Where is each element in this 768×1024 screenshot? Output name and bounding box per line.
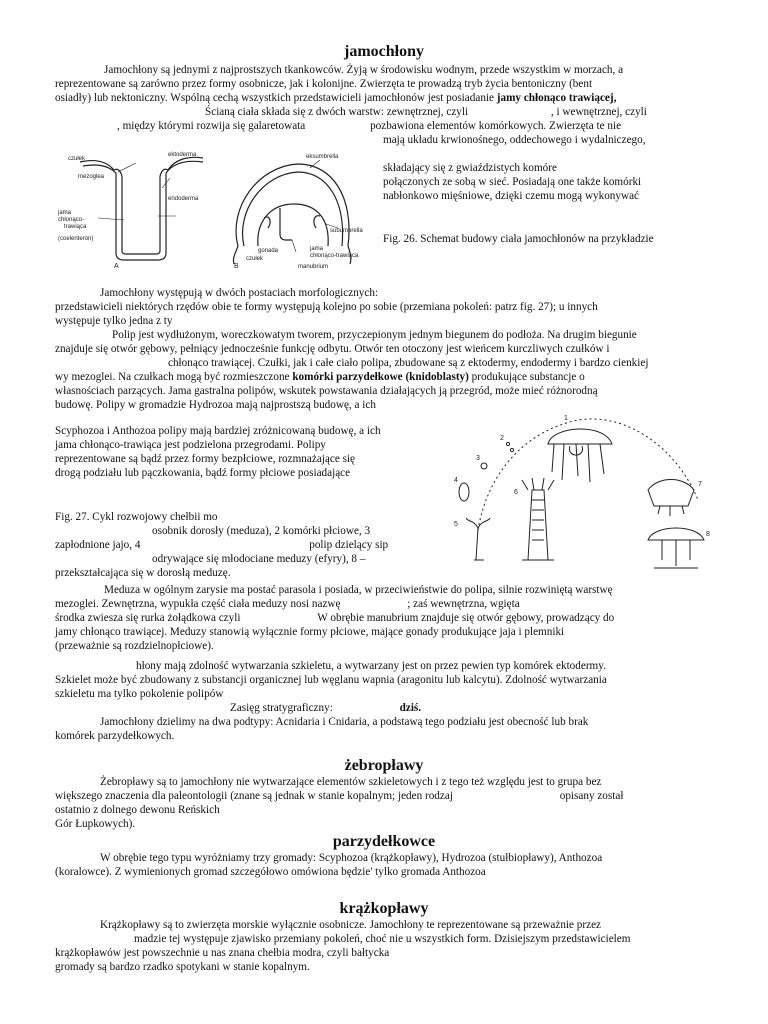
para8-text-2: większego znaczenia dla paleontologii (znane są jednak w stanie kopalnym; jeden rodzaj: [55, 790, 453, 802]
para10-text-3: krążkopławów jest powszechnie u nas znana chełbia modra, czyli bałtycka: [55, 947, 390, 959]
heading-parzydelkowce: [0, 833, 768, 851]
planula-icon: [459, 483, 469, 501]
fig26-caption-text: Fig. 26. Schemat budowy ciała jamochłonów na przykładzie: [383, 233, 654, 245]
heading-krazkoplawy: [0, 900, 768, 918]
para5-text-2: mezoglei. Zewnętrzna, wypukła część ciała meduzy nosi nazwę: [55, 598, 341, 610]
para5-text-4: środka zwiesza się rurka żołądkowa czyli: [55, 612, 241, 624]
para8-line4: [55, 817, 714, 831]
para3-line4: [55, 370, 714, 384]
para1-text-2: reprezentowane są zarówno przez formy osobnicze, jak i kolonijne. Zwierzęta te prowadzą tryb życia bentoniczny (bent: [55, 78, 593, 90]
para1-text-4: Ścianą ciała składa się z dwóch warstw: zewnętrznej, czyli: [205, 106, 469, 118]
para5-line1: [104, 583, 714, 597]
fig27-num-3: 3: [476, 455, 480, 462]
fig27-num-6: 6: [514, 489, 518, 496]
fig26-label-czulek-a: czułek: [68, 156, 86, 162]
stratigraphy-label: Zasięg stratygraficzny:: [230, 702, 333, 714]
para3-text-4: wy mezoglei. Na czułkach mogą być rozmieszczone: [55, 371, 290, 383]
stratigraphy-value: dziś.: [399, 702, 422, 714]
para1-text-3: osiadły) lub nektoniczny. Wspólną cechą wszystkich przedstawicieli jamochłonów jest posiadanie: [55, 92, 494, 104]
para4-text-1: Scyphozoa i Anthozoa polipy mają bardziej zróżnicowaną budowę, a ich: [55, 425, 381, 437]
para1-text-5: , i wewnętrznej, czyli: [550, 106, 647, 118]
para3-line2: [55, 342, 714, 356]
zygote-icon: [481, 463, 487, 469]
para8-text-5: Gór Łupkowych).: [55, 818, 136, 830]
para4-text-3: reprezentowane są bądź przez formy bezpłciowe, rozmnażające się: [55, 453, 356, 465]
para5-line3: [55, 611, 714, 625]
para2-line1: [100, 286, 714, 300]
rightcol-text-3: połączonych ze sobą w sieć. Posiadają one także komórki: [383, 176, 642, 188]
para1-text-6: , między którymi rozwija się galaretowata: [117, 120, 306, 132]
para9-text-1: W obrębie tego typu wyróżniamy trzy gromady: Scyphozoa (krążkopławy), Hydrozoa (stułbiopławy), Anthozoa: [100, 852, 603, 864]
para8-text-3: opisany został: [559, 790, 624, 802]
gamete-icon: [506, 442, 509, 445]
para10-line3: [55, 946, 714, 960]
fig26-caption: [383, 232, 713, 246]
para5-text-5: W obrębie manubrium znajduje się otwór gębowy, prowadzący do: [317, 612, 615, 624]
fig26-label-mezoglea: mezoglea: [78, 174, 105, 180]
fig27-caption-line2: [152, 524, 442, 538]
para3-bold-term: komórki parzydełkowe (knidoblasty): [292, 371, 469, 383]
fig27-caption-text-4: polip dzielący sip: [309, 539, 389, 551]
para3-text-5: produkujące substancje o: [471, 371, 585, 383]
fig26-label-eksumbrella: eksumbrella: [306, 154, 339, 160]
para3-text-2: znajduje się otwór gębowy, pełniący jednocześnie funkcję odbytu. Otwór ten otoczony jest wieńcem kurczliwych czułków i: [55, 343, 610, 355]
heading-jamochlony: [0, 43, 768, 61]
para4-text-4: drogą podziału lub pączkowania, bądź formy płciowe posiadające: [55, 467, 351, 479]
fig26-label-endoderma: endoderma: [168, 196, 199, 202]
para10-line4: [55, 960, 714, 974]
fig27-caption-text-6: przekształcająca się w dorosłą meduzę.: [55, 567, 231, 579]
para5-line4: [55, 625, 714, 639]
para7-line2: [55, 729, 714, 743]
para3-text-6: własnościach parzących. Jama gastralna polipów, wskutek powstawania działających ją przegród, może mieć różnorodną: [55, 385, 598, 397]
fig26-label-ektoderma: ektoderma: [168, 152, 197, 158]
para9-line2: [55, 865, 714, 879]
fig26-label-chlonaco-a: chłonąco-: [58, 217, 85, 223]
fig26-label-A: A: [114, 263, 119, 270]
fig27-caption-text-1: Fig. 27. Cykl rozwojowy chełbii mo: [55, 511, 218, 523]
fig27-caption-line3: [55, 538, 440, 552]
para1-line2: [55, 77, 714, 91]
para1-text-1: Jamochłony są jednymi z najprostszych tkankowców. Żyją w środowisku wodnym, przede wszystkim w morzach, a: [104, 64, 624, 76]
para2-text-1: Jamochłony występują w dwóch postaciach morfologicznych:: [100, 287, 379, 299]
para5-text-6: jamy chłonąco trawiącej. Meduzy stanowią wyłącznie formy płciowe, mające gonady produkujące jaja i plemniki: [55, 626, 565, 638]
para6-text-1: hłony mają zdolność wytwarzania szkieletu, a wytwarzany jest on przez pewien typ komórek ektodermy.: [136, 660, 606, 672]
para3-line1: [112, 328, 714, 342]
para5-text-3: ; zaś wewnętrzna, wgięta: [407, 598, 520, 610]
medusa-diagram-b: [233, 160, 350, 264]
para2-text-3: występuje tylko jedna z ty: [55, 315, 173, 327]
para9-text-2: (koralowce). Z wymienionych gromad szczegółowo omówiona będzie' tylko gromada Anthozoa: [55, 866, 486, 878]
para3-text-1: Polip jest wydłużonym, woreczkowatym tworem, przyczepionym jednym biegunem do podłoża. Na drugim biegunie: [112, 329, 637, 341]
lifecycle-arc: [478, 419, 698, 530]
para8-text-4: ostatnio z dolnego dewonu Reńskich: [55, 804, 220, 816]
young-medusa-icon: [648, 528, 704, 568]
para5-line5: [55, 639, 714, 653]
para6-line1: [136, 659, 714, 673]
fig26-label-jama-a: jama: [58, 210, 72, 216]
rightcol-line1: [383, 133, 713, 147]
para1-bold-term: jamy chłonąco trawiącej,: [496, 92, 617, 104]
fig27-num-8: 8: [706, 531, 710, 538]
para3-line5: [55, 384, 714, 398]
fig27-caption-line4: [152, 552, 442, 566]
para7-text-2: komórek parzydełkowych.: [55, 730, 175, 742]
para6-line3: [55, 687, 714, 701]
para10-text-2: madzie tej występuje zjawisko przemiany pokoleń, choć nie u wszystkich form. Dzisiejszym przedstawicielem: [134, 933, 631, 945]
para2-line2: [55, 300, 714, 314]
para4-line1: [55, 424, 435, 438]
rightcol-text-4: nabłonkowo mięśniowe, dzięki czemu mogą wykonywać: [383, 190, 640, 202]
para8-line1: [100, 775, 714, 789]
para3-text-7: budowę. Polipy w gromadzie Hydrozoa mają najprostszą budowę, a ich: [55, 399, 376, 411]
heading-jamochlony-text: jamochłony: [344, 43, 424, 60]
fig26-label-subumbrella: subumbrella: [330, 228, 363, 234]
polyp-diagram-a: [80, 157, 203, 260]
rightcol-line2: [383, 161, 713, 175]
fig27-num-5: 5: [454, 521, 458, 528]
fig27-num-4: 4: [454, 477, 458, 484]
fig27-caption-text-2: osobnik dorosły (meduza), 2 komórki płciowe, 3: [152, 525, 371, 537]
para10-line2: [134, 932, 714, 946]
strobila-icon: [522, 478, 554, 560]
fig26-label-coelenteron: (coelenteron): [58, 236, 94, 242]
para5-text-1: Meduza w ogólnym zarysie ma postać parasola i posiada, w przeciwieństwie do polipa, silnie rozwiniętą warstwę: [104, 584, 613, 596]
fig27-caption-text-3: zapłodnione jajo, 4: [55, 539, 141, 551]
rightcol-line4: [383, 189, 713, 203]
fig27-caption-line1: [55, 510, 435, 524]
para1-line3: [55, 91, 714, 105]
para1-text-7: pozbawiona elementów komórkowych. Zwierzęta te nie: [370, 120, 622, 132]
para3-line3: [168, 356, 714, 370]
para7-line1: [100, 715, 714, 729]
para10-text-4: gromady są bardzo rzadko spotykani w stanie kopalnym.: [55, 961, 310, 973]
fig27-caption-line5: [55, 566, 440, 580]
para1-line4: [205, 105, 714, 119]
polyp-icon: [466, 518, 490, 560]
para6-line2: [55, 673, 714, 687]
para4-line2: [55, 438, 435, 452]
para10-line1: [100, 918, 714, 932]
adult-medusa-icon: [548, 429, 612, 482]
heading-parzydelkowce-text: parzydełkowce: [332, 833, 436, 850]
stratigraphy-line: [230, 701, 630, 715]
rightcol-text-1: mają układu krwionośnego, oddechowego i wydalniczego,: [383, 134, 646, 146]
para8-line3: [55, 803, 714, 817]
fig26-label-trawiaca-a: trawiąca: [64, 224, 87, 230]
fig26-label-jama-b: jama: [310, 246, 324, 252]
fig27-num-7: 7: [698, 481, 702, 488]
para2-text-2: przedstawicieli niektórych rzędów obie te formy występują kolejno po sobie (przemiana pokoleń: patrz fig. 27); u innych: [55, 301, 598, 313]
para6-text-3: szkieletu ma tylko pokolenie polipów: [55, 688, 224, 700]
ephyra-icon: [648, 480, 694, 517]
rightcol-line3: [383, 175, 713, 189]
fig27-num-2: 2: [500, 435, 504, 442]
para5-line2: [55, 597, 714, 611]
para4-line4: [55, 466, 435, 480]
para2-line3: [55, 314, 714, 328]
para9-line1: [100, 851, 714, 865]
fig27-num-1: 1: [564, 415, 568, 422]
para4-line3: [55, 452, 435, 466]
para1-line5: [117, 119, 717, 133]
para8-text-1: Żebropławy są to jamochłony nie wytwarzające elementów szkieletowych i z tego też względu jest to grupa bez: [100, 776, 602, 788]
heading-zebroplawy-text: żebropławy: [344, 757, 424, 774]
heading-krazkoplawy-text: krążkopławy: [339, 900, 429, 917]
para7-text-1: Jamochłony dzielimy na dwa podtypy: Acnidaria i Cnidaria, a podstawą tego podziału jest obecność lub brak: [100, 716, 589, 728]
para4-text-2: jama chłonąco-trawiąca jest podzielona przegrodami. Polipy: [55, 439, 326, 451]
fig26-label-czulek-b: czułek: [246, 256, 264, 262]
fig26-illustration: [58, 148, 368, 270]
fig27-illustration: [448, 410, 720, 580]
heading-zebroplawy: [0, 757, 768, 775]
fig26-label-manubrium: manubrium: [298, 264, 329, 270]
para5-text-7: (przeważnie są rozdzielnopłciowe).: [55, 640, 214, 652]
fig27-caption-text-5: odrywające się młodociane meduzy (efyry), 8 –: [152, 553, 366, 565]
gamete-icon: [510, 448, 513, 451]
para3-text-3: chłonąco trawiącej. Czułki, jak i całe ciało polipa, zbudowane są z ektodermy, endodermy i bardzo cienkiej: [168, 357, 649, 369]
para6-text-2: Szkielet może być zbudowany z substancji organicznej lub węglanu wapnia (aragonitu lub kalcytu). Zdolność wytwarzania: [55, 674, 607, 686]
fig26-label-gonada: gonada: [258, 248, 279, 254]
fig26-label-B: B: [234, 263, 239, 270]
para10-text-1: Krążkopławy są to zwierzęta morskie wyłącznie osobnicze. Jamochłony te reprezentowane są przeważnie przez: [100, 919, 602, 931]
rightcol-text-2: składający się z gwiaździstych komóre: [383, 162, 557, 174]
fig26-label-chlonaco-b: chłonąco-trawiąca: [310, 253, 359, 259]
para8-line2: [55, 789, 714, 803]
para1-line1: [104, 63, 714, 77]
